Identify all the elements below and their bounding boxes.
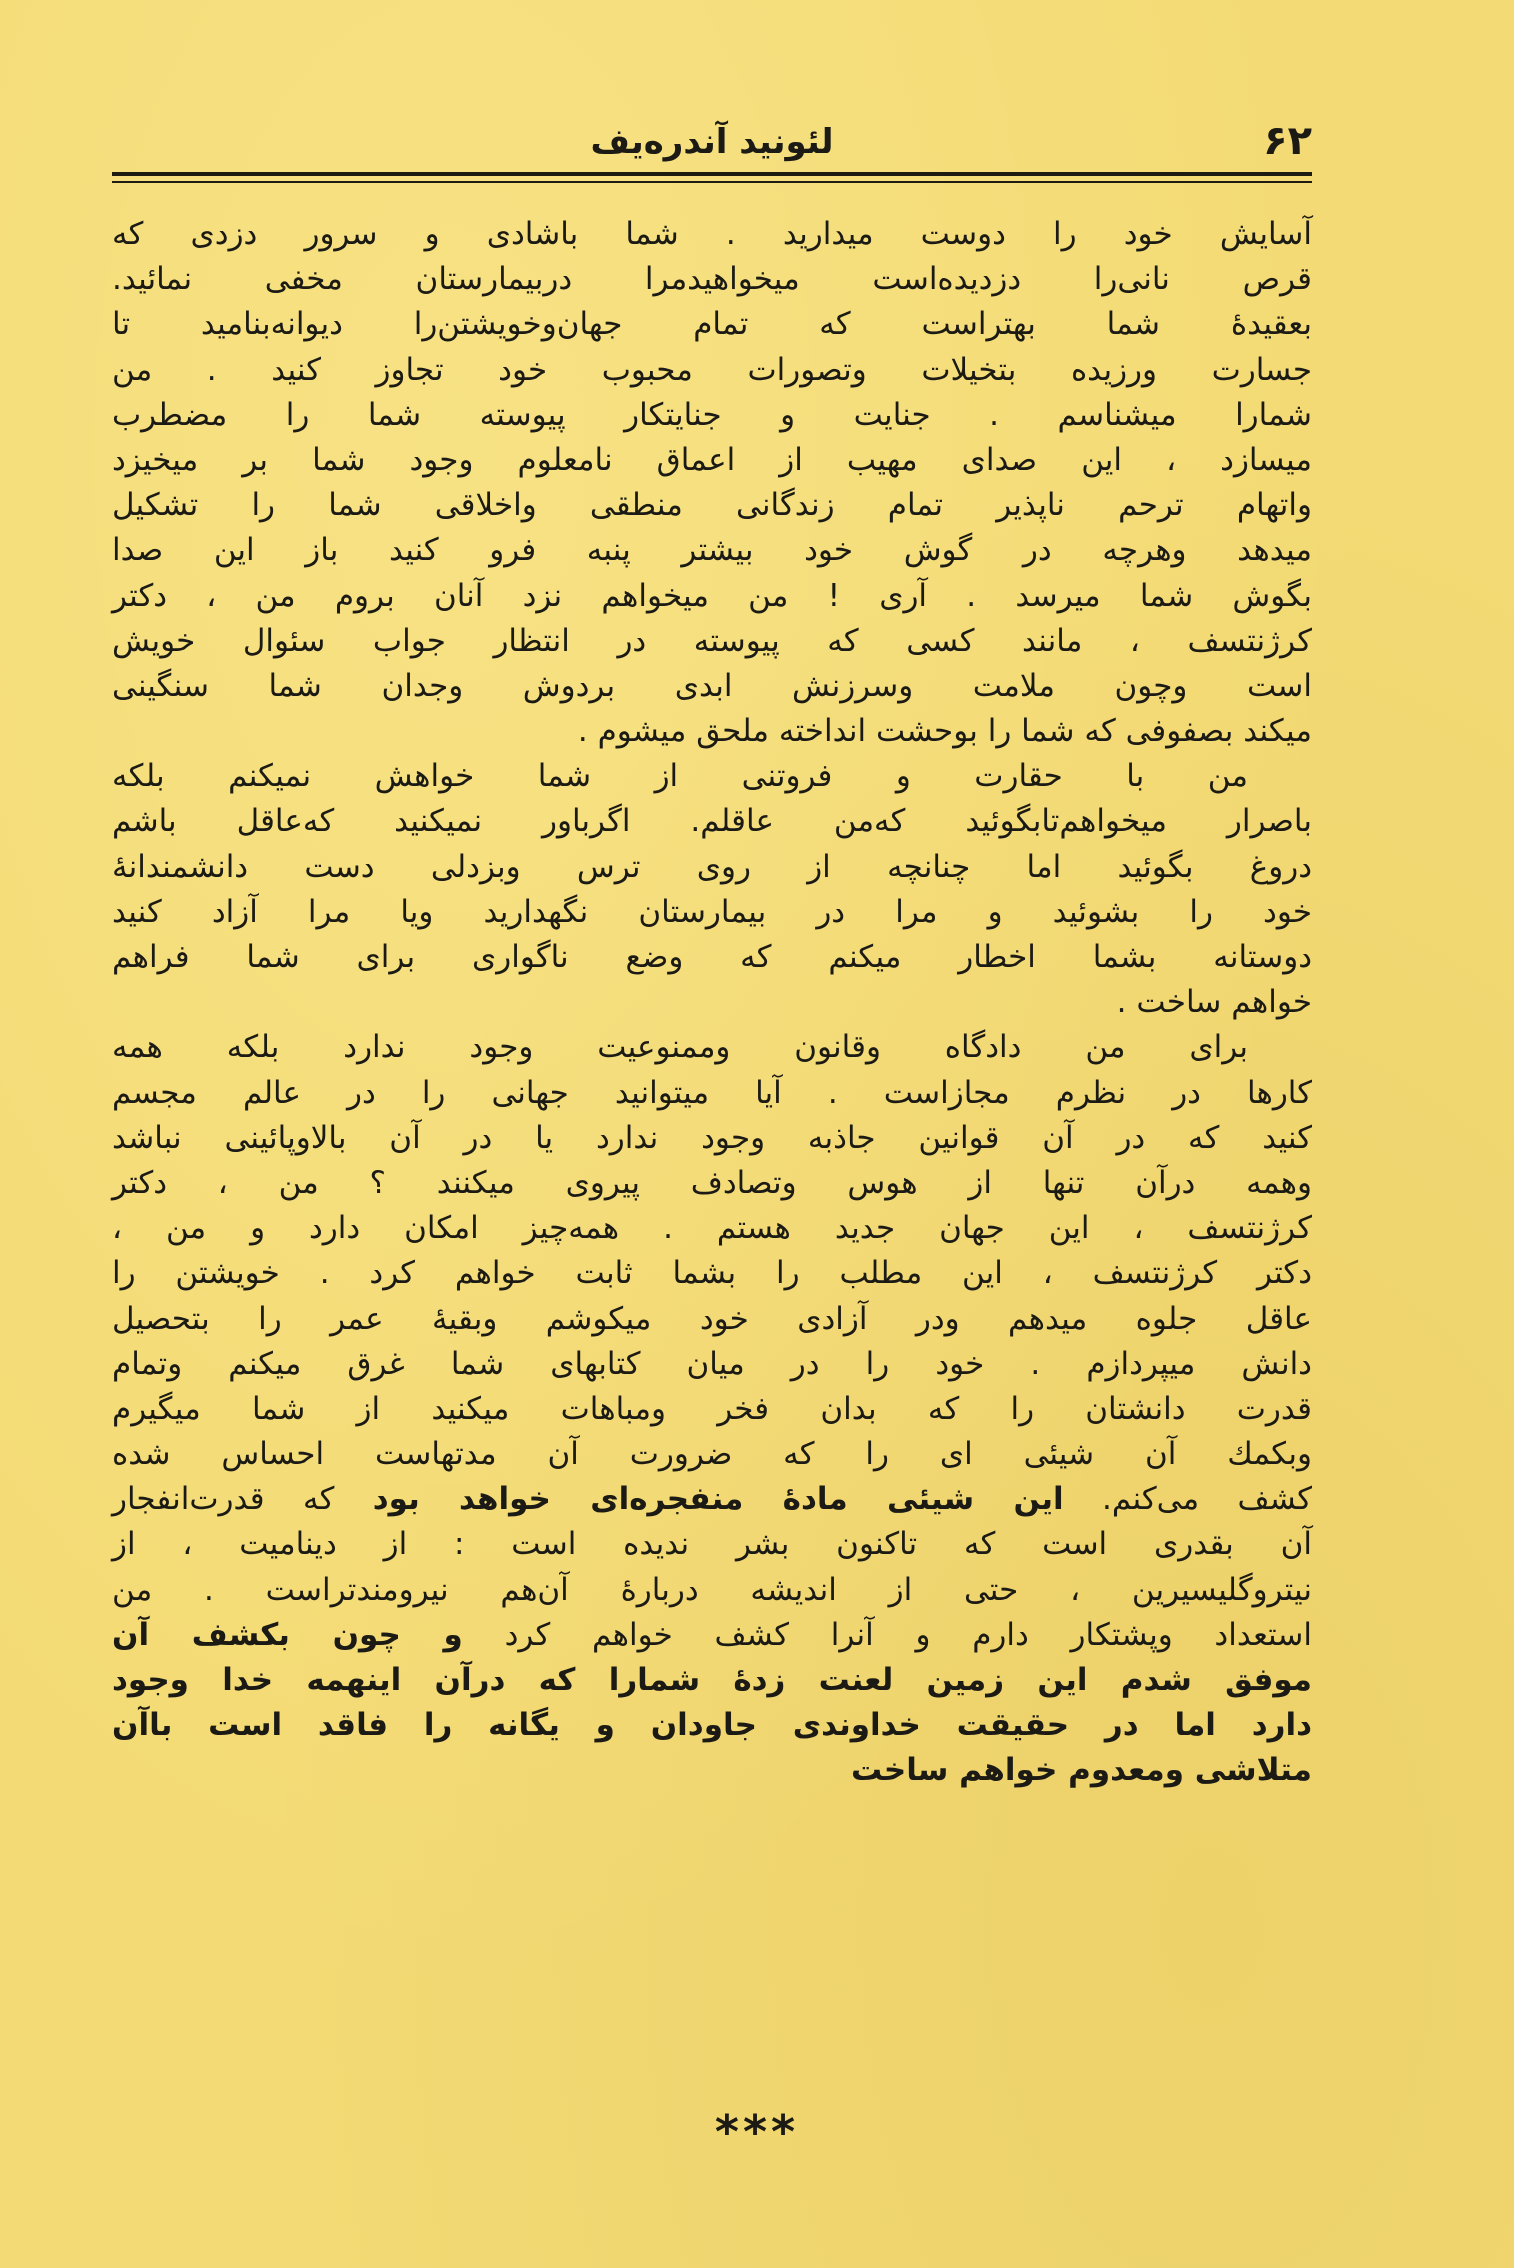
text-line-mixed bbox=[112, 1477, 1312, 1522]
text-line: شمارا میشناسم . جنایت و جنایتکار پیوسته شما را مضطرب bbox=[112, 396, 1312, 433]
header-rule-thick bbox=[112, 172, 1312, 176]
running-title: لئونید آندره‌یف bbox=[590, 122, 834, 162]
page-number: ۶۲ bbox=[1263, 118, 1312, 164]
text-line: میدهد وهرچه در گوش خود بیشتر پنبه فرو کنید باز این صدا bbox=[112, 532, 1312, 569]
text-line: خود را بشوئید و مرا در بیمارستان نگهدارید ویا مرا آزاد کنید bbox=[112, 893, 1312, 930]
text-line: خواهم ساخت . bbox=[1116, 984, 1312, 1021]
text-line: کرژنتسف ، مانند کسی که پیوسته در انتظار جواب سئوال خویش bbox=[112, 622, 1312, 659]
text-line: دکتر کرژنتسف ، این مطلب را بشما ثابت خواهم کرد . خویشتن را bbox=[112, 1255, 1312, 1292]
text-line: قدرت دانشتان را که بدان فخر ومباهات میکنید از شما میگیرم bbox=[112, 1390, 1312, 1427]
text-line: میکند بصفوفی که شما را بوحشت انداخته ملحق میشوم . bbox=[577, 713, 1312, 750]
text-run: استعداد وپشتکار دارم و آنرا کشف خواهم کرد bbox=[504, 1616, 1313, 1653]
text-line: آسایش خود را دوست میدارید . شما باشادی و سرور دزدی که bbox=[112, 216, 1312, 252]
text-line: کنید که در آن قوانین جاذبه وجود ندارد یا در آن بالاوپائینی نباشد bbox=[112, 1119, 1312, 1156]
text-line: کارها در نظرم مجازاست . آیا میتوانید جهانی را در عالم مجسم bbox=[112, 1074, 1312, 1111]
text-line: وهمه درآن تنها از هوس وتصادف پیروی میکنند ؟ من ، دکتر bbox=[112, 1164, 1312, 1201]
text-run-bold: این شیئی مادهٔ منفجره‌ای خواهد بود bbox=[372, 1481, 1064, 1518]
text-line: موفق شدم این زمین لعنت زدهٔ شمارا که درآن اینهمه خدا وجود bbox=[112, 1662, 1312, 1698]
text-line: جسارت ورزیده بتخیلات وتصورات محبوب خود تجاوز کنید . من bbox=[112, 351, 1312, 388]
text-line: بعقیدهٔ شما بهتراست که تمام جهان‌وخویشتن‌را دیوانه‌بنامید تا bbox=[112, 306, 1312, 343]
text-line: واتهام ترحم ناپذیر تمام زندگانی منطقی واخلاقی شما را تشکیل bbox=[112, 487, 1312, 524]
text-line: دروغ بگوئید اما چنانچه از روی ترس وبزدلی دست دانشمندانهٔ bbox=[112, 848, 1312, 885]
text-line: است وچون ملامت وسرزنش ابدی بردوش وجدان شما سنگینی bbox=[112, 667, 1312, 704]
text-line: من با حقارت و فروتنی از شما خواهش نمیکنم بلکه bbox=[112, 758, 1248, 795]
body-text bbox=[112, 212, 1312, 1794]
text-line: عاقل جلوه میدهم ودر آزادی خود میکوشم وبقیهٔ عمر را بتحصیل bbox=[112, 1300, 1312, 1337]
text-line: وبکمك آن شیئی ای را که ضرورت آن مدتهاست احساس شده bbox=[112, 1436, 1312, 1473]
text-line: آن بقدری است که تاکنون بشر ندیده است : از دینامیت ، از bbox=[112, 1526, 1312, 1563]
text-run-bold: و چون بکشف آن bbox=[112, 1616, 463, 1653]
header-rule-thin bbox=[112, 181, 1312, 183]
text-run: کشف می‌کنم. bbox=[1102, 1481, 1312, 1518]
text-run: که قدرت‌انفجار bbox=[112, 1481, 335, 1518]
text-line: میسازد ، این صدای مهیب از اعماق نامعلوم وجود شما بر میخیزد bbox=[112, 441, 1312, 478]
text-line: دارد اما در حقیقت خداوندی جاودان و یگانه را فاقد است باآن bbox=[112, 1707, 1312, 1744]
section-ornament: *** bbox=[714, 2105, 800, 2159]
text-line: باصرار میخواهم‌تابگوئید که‌من عاقلم. اگرباور نمیکنید که‌عاقل باشم bbox=[112, 803, 1312, 840]
text-line: دوستانه بشما اخطار میکنم که وضع ناگواری برای شما فراهم bbox=[112, 939, 1312, 975]
text-line: نیتروگلیسیرین ، حتی از اندیشه دربارهٔ آن‌هم نیرومندتراست . من bbox=[112, 1571, 1312, 1608]
text-line: برای من دادگاه وقانون وممنوعیت وجود ندارد بلکه همه bbox=[112, 1029, 1248, 1066]
text-line: دانش میپردازم . خود را در میان کتابهای شما غرق میکنم وتمام bbox=[112, 1345, 1312, 1382]
text-line: متلاشی ومعدوم خواهم ساخت bbox=[851, 1752, 1312, 1789]
text-line: قرص نانی‌را دزدیده‌است میخواهیدمرا دربیمارستان مخفی نمائید. bbox=[112, 261, 1312, 298]
page-header bbox=[112, 118, 1312, 178]
text-line-mixed bbox=[112, 1613, 1312, 1658]
text-line: بگوش شما میرسد . آری ! من میخواهم نزد آنان بروم من ، دکتر bbox=[112, 577, 1312, 614]
text-line: کرژنتسف ، این جهان جدید هستم . همه‌چیز امکان دارد و من ، bbox=[112, 1210, 1312, 1247]
